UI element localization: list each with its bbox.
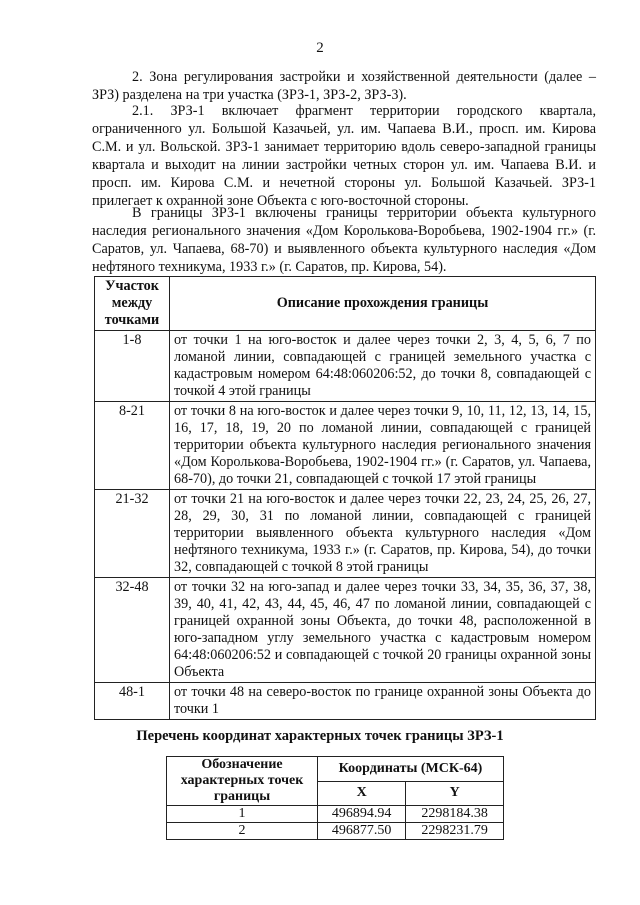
header-point-designation: Обозначение характерных точек границы — [167, 757, 318, 806]
paragraph-zrz1-included-objects: В границы ЗРЗ-1 включены границы территории объекта культурного наследия регионального значения «Дом Королькова-Воробьева, 1902-1904 гг.» (г. Саратов, ул. Чапаева, 68-70) и выявленного объекта культурного наследия «Дом нефтяного техникума, 1933 г.» (г. Саратов, пр. Кирова, 54). — [92, 205, 596, 275]
table-row — [95, 331, 596, 402]
header-y: Y — [406, 781, 504, 806]
segment-cell: 8-21 — [95, 402, 170, 490]
header-segment: Участок между точками — [95, 277, 170, 331]
header-description: Описание прохождения границы — [170, 277, 596, 331]
table-row — [95, 490, 596, 578]
segment-cell: 48-1 — [95, 683, 170, 720]
page-number: 2 — [316, 40, 324, 56]
point-cell: 1 — [167, 806, 318, 823]
x-cell: 496894.94 — [318, 806, 406, 823]
y-cell: 2298184.38 — [406, 806, 504, 823]
table-row — [167, 823, 504, 840]
coordinates-table — [166, 756, 504, 840]
table-row — [95, 683, 596, 720]
description-cell: от точки 8 на юго-восток и далее через точки 9, 10, 11, 12, 13, 14, 15, 16, 17, 18, 19, 20 по ломаной линии, совпадающей с границей территории объекта культурного наследия регионального значения «Дом Королькова-Воробьева, 1902-1904 гг.» (г. Саратов, ул. Чапаева, 68-70), до точки 21, совпадающей с точкой 17 этой границы — [170, 402, 596, 490]
segment-cell: 21-32 — [95, 490, 170, 578]
paragraph-zone-division: 2. Зона регулирования застройки и хозяйственной деятельности (далее – ЗРЗ) разделена на три участка (ЗРЗ-1, ЗРЗ-2, ЗРЗ-3). — [92, 69, 596, 103]
point-cell: 2 — [167, 823, 318, 840]
header-x: X — [318, 781, 406, 806]
segment-cell: 32-48 — [95, 578, 170, 683]
description-cell: от точки 48 на северо-восток по границе охранной зоны Объекта до точки 1 — [170, 683, 596, 720]
y-cell: 2298231.79 — [406, 823, 504, 840]
table-row — [167, 806, 504, 823]
description-cell: от точки 21 на юго-восток и далее через точки 22, 23, 24, 25, 26, 27, 28, 29, 30, 31 по ломаной линии, совпадающей с границей территории выявленного объекта культурного наследия «Дом нефтяного техникума, 1933 г.» (г. Саратов, пр. Кирова, 54), до точки 32, совпадающей с точкой 8 этой границы — [170, 490, 596, 578]
coord-table-header — [167, 757, 504, 782]
description-cell: от точки 1 на юго-восток и далее через точки 2, 3, 4, 5, 6, 7 по ломаной линии, совпадающей с границей земельного участка с кадастровым номером 64:48:060206:52, до точки 8, совпадающей с точкой 4 этой границы — [170, 331, 596, 402]
description-cell: от точки 32 на юго-запад и далее через точки 33, 34, 35, 36, 37, 38, 39, 40, 41, 42, 43, 44, 45, 46, 47 по ломаной линии, совпадающей с границей охранной зоны Объекта, до точки 48, расположенной в юго-западном углу земельного участка с кадастровым номером 64:48:060206:52 и совпадающей с точкой 20 границы охранной зоны Объекта — [170, 578, 596, 683]
header-coordinates: Координаты (МСК-64) — [318, 757, 504, 782]
boundary-description-table — [94, 276, 596, 720]
table-row — [95, 402, 596, 490]
coordinates-title: Перечень координат характерных точек границы ЗРЗ-1 — [136, 728, 504, 744]
boundary-table-header — [95, 277, 596, 331]
x-cell: 496877.50 — [318, 823, 406, 840]
paragraph-zrz1-description: 2.1. ЗРЗ-1 включает фрагмент территории городского квартала, ограниченного ул. Большой Казачьей, ул. им. Чапаева В.И., просп. им. Кирова С.М. и ул. Вольской. ЗРЗ-1 занимает территорию вдоль северо-западной границы квартала и выходит на линии застройки четных сторон ул. им. Чапаева В.И. и просп. им. Кирова С.М. и нечетной стороны ул. Большой Казачьей. ЗРЗ-1 прилегает к охранной зоне Объекта с юго-восточной стороны. — [92, 103, 596, 209]
segment-cell: 1-8 — [95, 331, 170, 402]
table-row — [95, 578, 596, 683]
